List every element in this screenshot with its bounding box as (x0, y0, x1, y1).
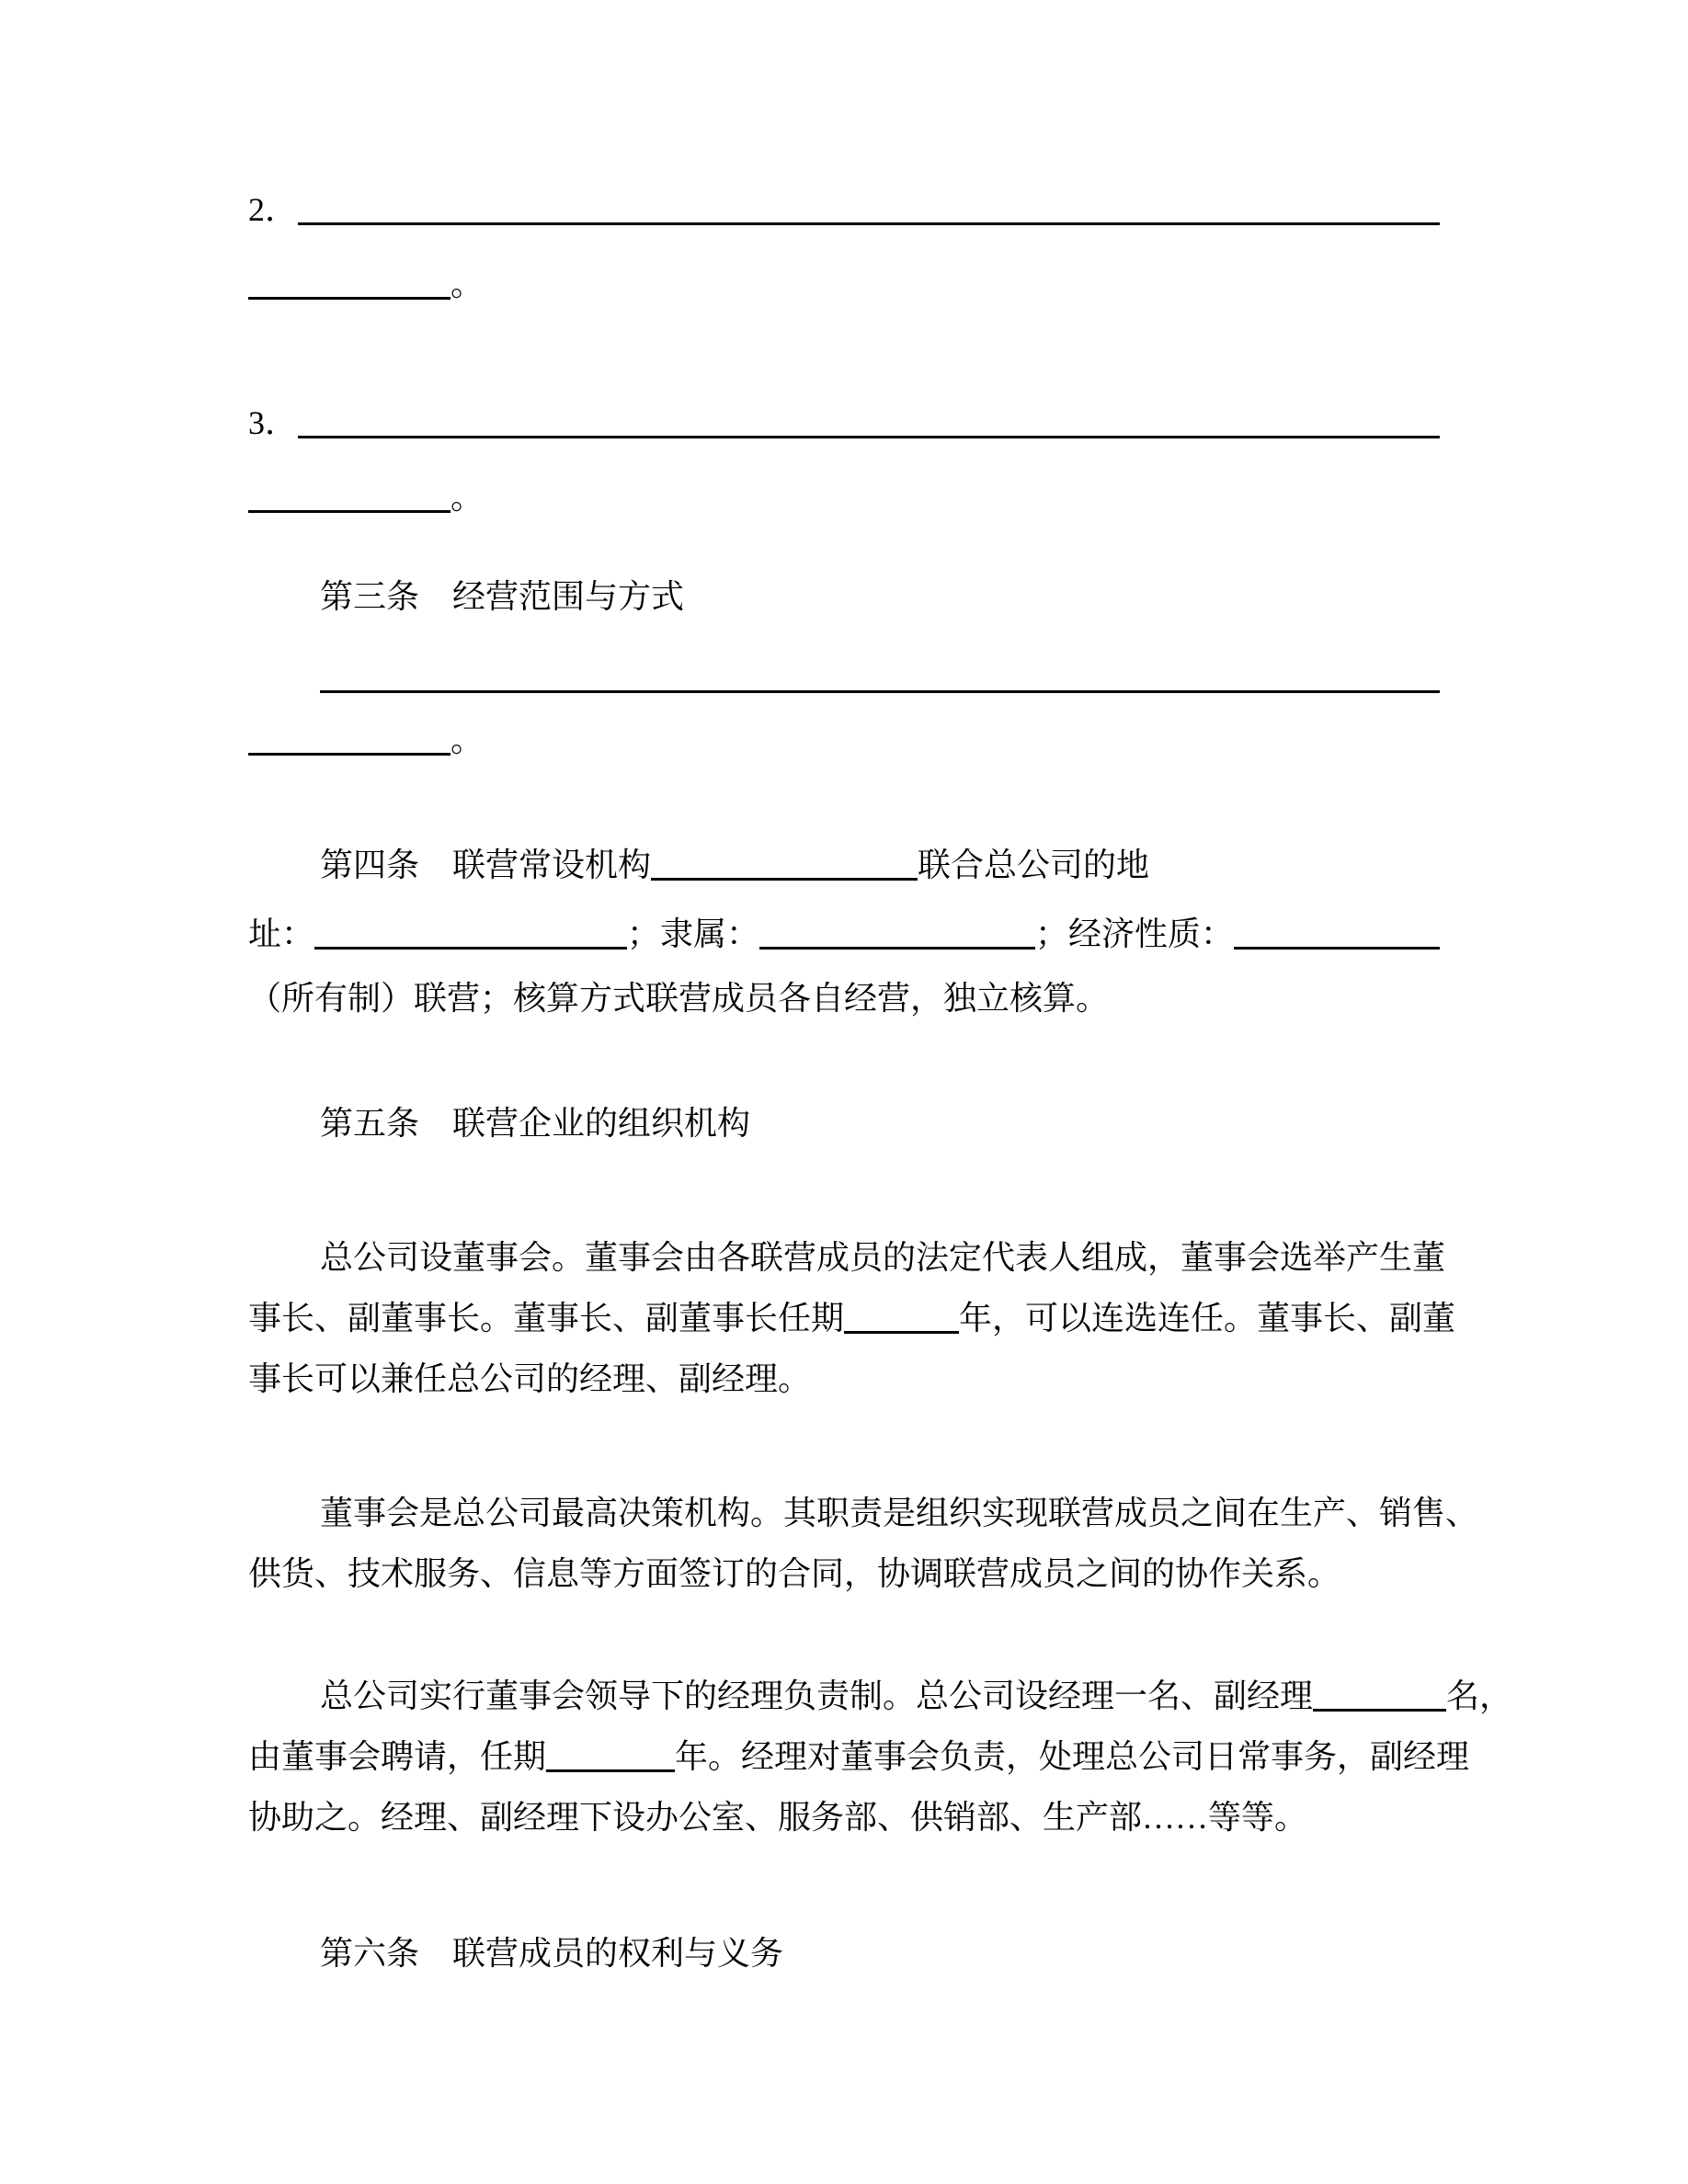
item-2-row (248, 179, 1440, 240)
item-2-period: 。 (451, 266, 485, 302)
article-5-para-1-line-1-text: 总公司设董事会。董事会由各联营成员的法定代表人组成，董事会选举产生董 (320, 1239, 1446, 1276)
article-5-para-1-line-2-text-b: 年，可以连选连任。董事长、副董 (959, 1300, 1456, 1337)
article-4-line-2 (248, 904, 1440, 964)
article-4-org-name-blank (651, 878, 918, 881)
article-3-blank-underline (320, 690, 1440, 693)
article-5-para-3-line-3 (248, 1787, 1440, 1848)
article-5-para-1-line-3 (248, 1348, 1440, 1409)
item-2-short-blank-underline (248, 297, 451, 300)
article-5-para-2-line-1 (248, 1483, 1479, 1543)
item-3-period: 。 (451, 479, 485, 516)
article-5-para-2-line-2-text: 供货、技术服务、信息等方面签订的合同，协调联营成员之间的协作关系。 (248, 1555, 1341, 1592)
item-3-short-blank-underline (248, 510, 451, 513)
item-2-blank-underline (298, 222, 1440, 225)
article-5-para-3-line-2-text-a: 由董事会聘请，任期 (248, 1738, 547, 1775)
article-5-para-3-line-3-text: 协助之。经理、副经理下设办公室、服务部、供销部、生产部……等等。 (248, 1799, 1308, 1836)
article-5-para-1-line-3-text: 事长可以兼任总公司的经理、副经理。 (248, 1360, 812, 1397)
article-4-line-3 (248, 968, 1440, 1029)
article-5-para-3-line-2 (248, 1726, 1470, 1787)
article-5-para-1-line-1 (248, 1227, 1446, 1288)
article-5-term-years-blank (844, 1331, 959, 1334)
article-5-manager-term-blank (546, 1769, 675, 1772)
article-5-para-3-line-1-text-b: 名， (1446, 1678, 1513, 1714)
item-3-blank-underline (298, 436, 1440, 438)
article-5-heading-row (248, 1093, 1440, 1154)
article-4-line-1 (248, 835, 1440, 895)
item-2-continuation-row (248, 254, 1440, 314)
article-3-blank-row (248, 647, 1440, 708)
article-5-heading: 第五条 联营企业的组织机构 (320, 1105, 751, 1142)
article-5-para-3-line-1 (248, 1666, 1513, 1726)
article-5-para-2-line-1-text: 董事会是总公司最高决策机构。其职责是组织实现联营成员之间在生产、销售、 (320, 1495, 1479, 1531)
article-5-para-3-line-1-text-a: 总公司实行董事会领导下的经理负责制。总公司设经理一名、副经理 (320, 1678, 1314, 1714)
article-4-economic-nature-blank (1234, 947, 1440, 950)
article-6-heading-row (248, 1923, 1440, 1984)
article-3-heading: 第三条 经营范围与方式 (320, 578, 685, 615)
article-4-heading: 第四条 联营常设机构 (320, 847, 652, 883)
article-4-line-1-tail: 联合总公司的地 (918, 847, 1150, 883)
article-4-economic-nature-label: ；经济性质： (1035, 916, 1235, 952)
article-4-line-3-text: （所有制）联营；核算方式联营成员各自经营，独立核算。 (248, 980, 1110, 1017)
item-3-row (248, 392, 1440, 453)
article-5-para-2-line-2 (248, 1543, 1440, 1604)
article-4-subordination-blank (759, 947, 1035, 950)
item-3-number: 3． (248, 404, 299, 441)
article-5-para-1-line-2 (248, 1288, 1456, 1348)
item-2-number: 2． (248, 191, 299, 228)
article-4-address-blank (314, 947, 627, 950)
article-3-short-blank-underline (248, 753, 451, 756)
article-5-deputy-manager-count-blank (1313, 1709, 1446, 1712)
article-5-para-1-line-2-text-a: 事长、副董事长。董事长、副董事长任期 (248, 1300, 845, 1337)
article-3-continuation-row (248, 710, 1440, 770)
item-3-continuation-row (248, 467, 1440, 528)
article-3-heading-row (248, 566, 1440, 627)
article-6-heading: 第六条 联营成员的权利与义务 (320, 1935, 784, 1972)
article-5-para-3-line-2-text-b: 年。经理对董事会负责，处理总公司日常事务，副经理 (675, 1738, 1470, 1775)
article-4-address-label: 址： (248, 916, 315, 952)
article-3-period: 。 (451, 722, 485, 758)
article-4-subordination-label: ；隶属： (627, 916, 760, 952)
